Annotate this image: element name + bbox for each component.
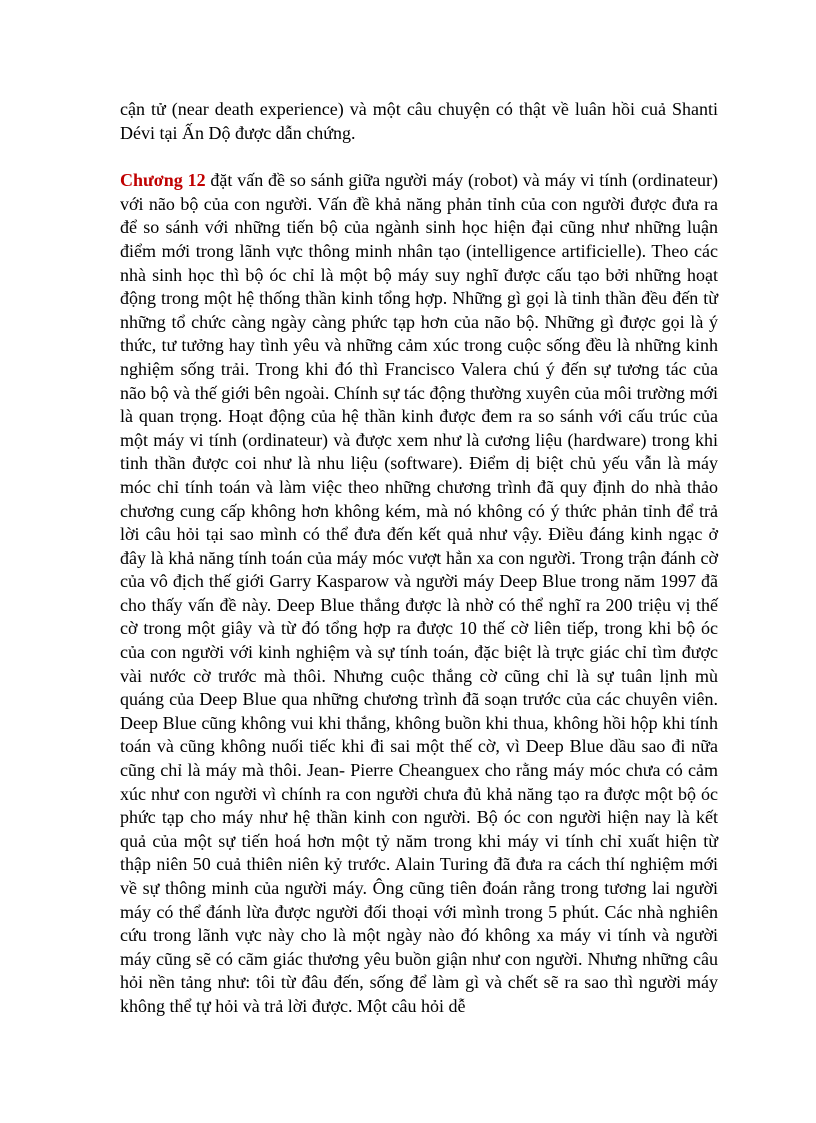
chapter-label: Chương 12 [120,170,206,191]
document-page [120,98,718,1019]
paragraph-text: đặt vấn đề so sánh giữa người máy (robot) và máy vi tính (ordinateur) với não bộ của con người. Vấn đề khả năng phản tỉnh của con người được đưa ra để so sánh với những tiến bộ của ngành sinh học hiện đại cũng như những luận điểm mới trong lãnh vực thông minh nhân tạo (intelligence artificielle). Theo các nhà sinh học thì bộ óc chỉ là một bộ máy suy nghĩ được cấu tạo bởi những hoạt động trong một hệ thống thần kinh tổng hợp. Những gì gọi là tinh thần đều đến từ những tổ chức càng ngày càng phức tạp hơn của não bộ. Những gì được gọi là ý thức, tư tưởng hay tình yêu và những cảm xúc trong cuộc sống đều là những kinh nghiệm sống trải. Trong khi đó thì Francisco Valera chú ý đến sự tương tác của não bộ và thế giới bên ngoài. Chính sự tác động thường xuyên của môi trường mới là quan trọng. Hoạt động của hệ thần kinh được đem ra so sánh với cấu trúc của một máy vi tính (ordinateur) và được xem như là cương liệu (hardware) trong khi tinh thần được coi như là nhu liệu (software). Điểm dị biệt chủ yếu vẫn là máy móc chỉ tính toán và làm việc theo những chương trình đã quy định do nhà thảo chương cung cấp không hơn không kém, mà nó không có ý thức phản tỉnh để trả lời câu hỏi tại sao mình có thể đưa đến kết quả như vậy. Điều đáng kinh ngạc ở đây là khả năng tính toán của máy móc vượt hẳn xa con người. Trong trận đánh cờ của vô địch thế giới Garry Kasparow và người máy Deep Blue trong năm 1997 đã cho thấy vấn đề này. Deep Blue thắng được là nhờ có thể nghĩ ra 200 triệu vị thế cờ trong một giây và từ đó tổng hợp ra được 10 thế cờ liên tiếp, trong khi bộ óc của con người với kinh nghiệm và sự tính toán, đặc biệt là trực giác chỉ tìm được vài nước cờ trước mà thôi. Nhưng cuộc thắng cờ cũng chỉ là sự tuân lịnh mù quáng của Deep Blue qua những chương trình đã soạn trước của các chuyên viên. Deep Blue cũng không vui khi thắng, không buồn khi thua, không hồi hộp khi tính toán và cũng không nuối tiếc khi đi sai một thế cờ, vì Deep Blue dầu sao đi nữa cũng chỉ là máy mà thôi. Jean- Pierre Cheanguex cho rằng máy móc chưa có cảm xúc như con người vì chính ra con người chưa đủ khả năng tạo ra được một bộ óc phức tạp cho máy như hệ thần kinh con người. Bộ óc con người hiện nay là kết quả của một sự tiến hoá hơn một tỷ năm trong khi máy vi tính chỉ xuất hiện từ thập niên 50 cuả thiên niên kỷ trước. Alain Turing đã đưa ra cách thí nghiệm mới về sự thông minh của người máy. Ông cũng tiên đoán rằng trong tương lai người máy có thể đánh lừa được người đối thoại với mình trong 5 phút. Các nhà nghiên cứu trong lãnh vực này cho là một ngày nào đó không xa máy vi tính và người máy cũng sẽ có cãm giác thương yêu buồn giận như con người. Nhưng những câu hỏi nền tảng như: tôi từ đâu đến, sống để làm gì và chết sẽ ra sao thì người máy không thể tự hỏi và trả lời được. Một câu hỏi dễ [120,170,718,1016]
paragraph-chapter-12 [120,169,718,1018]
paragraph-continuation [120,98,718,145]
paragraph-text: cận tử (near death experience) và một câu chuyện có thật về luân hồi cuả Shanti Dévi tại Ấn Dộ được dẫn chứng. [120,99,718,143]
